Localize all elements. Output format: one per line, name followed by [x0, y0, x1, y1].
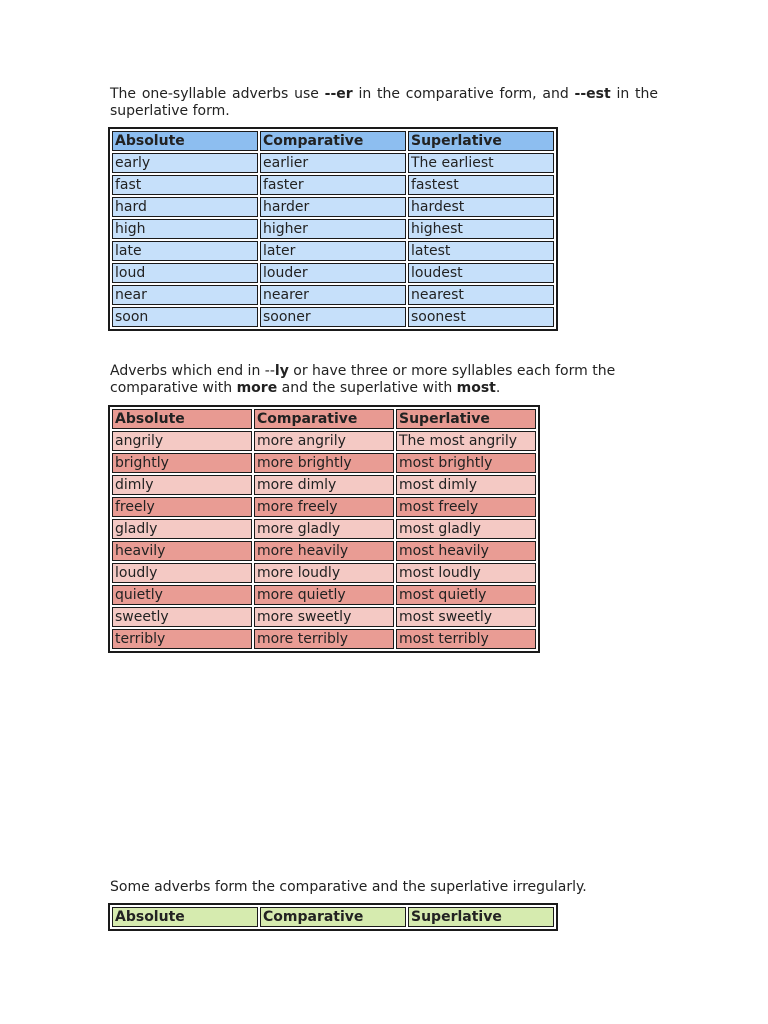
cell-superlative: latest — [408, 241, 554, 261]
cell-superlative: soonest — [408, 307, 554, 327]
intro-ly-adverbs — [110, 363, 630, 397]
header-comparative: Comparative — [260, 907, 406, 927]
keyword-most: most — [456, 380, 496, 396]
cell-absolute: fast — [112, 175, 258, 195]
one-syllable-adverbs-table — [108, 127, 558, 331]
table-row — [112, 241, 554, 261]
table-row — [112, 307, 554, 327]
cell-comparative: more quietly — [254, 585, 394, 605]
cell-comparative: higher — [260, 219, 406, 239]
cell-absolute: loud — [112, 263, 258, 283]
intro-text: in the superlative form. — [110, 86, 658, 119]
cell-absolute: sweetly — [112, 607, 252, 627]
cell-absolute: dimly — [112, 475, 252, 495]
cell-superlative: The earliest — [408, 153, 554, 173]
cell-absolute: angrily — [112, 431, 252, 451]
table-header-row — [112, 409, 536, 429]
cell-superlative: nearest — [408, 285, 554, 305]
cell-comparative: faster — [260, 175, 406, 195]
table-row — [112, 607, 536, 627]
intro-text: Adverbs which end in -- — [110, 363, 275, 379]
cell-superlative: highest — [408, 219, 554, 239]
ly-adverbs-table — [108, 405, 540, 653]
irregular-adverbs-table — [108, 903, 558, 931]
cell-superlative: most sweetly — [396, 607, 536, 627]
cell-comparative: more dimly — [254, 475, 394, 495]
intro-text: in the comparative form, and — [352, 86, 575, 102]
intro-text: or have three or more syllables each form the comparative with — [110, 363, 616, 396]
cell-absolute: early — [112, 153, 258, 173]
header-superlative: Superlative — [396, 409, 536, 429]
cell-absolute: high — [112, 219, 258, 239]
cell-absolute: near — [112, 285, 258, 305]
table-row — [112, 629, 536, 649]
table-header-row — [112, 131, 554, 151]
cell-superlative: loudest — [408, 263, 554, 283]
cell-superlative: most quietly — [396, 585, 536, 605]
cell-superlative: most gladly — [396, 519, 536, 539]
table-row — [112, 219, 554, 239]
intro-one-syllable — [110, 86, 658, 120]
table-header-row — [112, 907, 554, 927]
cell-comparative: louder — [260, 263, 406, 283]
table-row — [112, 541, 536, 561]
table-row — [112, 197, 554, 217]
cell-absolute: late — [112, 241, 258, 261]
cell-superlative: most loudly — [396, 563, 536, 583]
intro-text: and the superlative with — [277, 380, 457, 396]
cell-absolute: gladly — [112, 519, 252, 539]
cell-comparative: more freely — [254, 497, 394, 517]
table-row — [112, 563, 536, 583]
header-comparative: Comparative — [260, 131, 406, 151]
header-superlative: Superlative — [408, 131, 554, 151]
table-row — [112, 263, 554, 283]
intro-text: The one-syllable adverbs use — [110, 86, 325, 102]
cell-comparative: more terribly — [254, 629, 394, 649]
table-row — [112, 585, 536, 605]
cell-superlative: fastest — [408, 175, 554, 195]
suffix-ly: ly — [274, 363, 289, 379]
intro-text: . — [495, 380, 501, 396]
table-row — [112, 475, 536, 495]
cell-superlative: hardest — [408, 197, 554, 217]
cell-superlative: most terribly — [396, 629, 536, 649]
cell-absolute: loudly — [112, 563, 252, 583]
cell-superlative: most heavily — [396, 541, 536, 561]
cell-absolute: terribly — [112, 629, 252, 649]
table-row — [112, 285, 554, 305]
cell-comparative: later — [260, 241, 406, 261]
cell-comparative: harder — [260, 197, 406, 217]
cell-comparative: more loudly — [254, 563, 394, 583]
cell-absolute: brightly — [112, 453, 252, 473]
table-row — [112, 453, 536, 473]
table-row — [112, 431, 536, 451]
cell-superlative: most freely — [396, 497, 536, 517]
cell-comparative: earlier — [260, 153, 406, 173]
header-absolute: Absolute — [112, 907, 258, 927]
cell-comparative: more sweetly — [254, 607, 394, 627]
cell-comparative: nearer — [260, 285, 406, 305]
cell-comparative: more heavily — [254, 541, 394, 561]
header-absolute: Absolute — [112, 131, 258, 151]
cell-superlative: The most angrily — [396, 431, 536, 451]
keyword-more: more — [236, 380, 278, 396]
header-comparative: Comparative — [254, 409, 394, 429]
cell-absolute: soon — [112, 307, 258, 327]
cell-absolute: hard — [112, 197, 258, 217]
cell-superlative: most brightly — [396, 453, 536, 473]
cell-absolute: freely — [112, 497, 252, 517]
header-superlative: Superlative — [408, 907, 554, 927]
cell-absolute: heavily — [112, 541, 252, 561]
table-row — [112, 153, 554, 173]
cell-comparative: more brightly — [254, 453, 394, 473]
cell-superlative: most dimly — [396, 475, 536, 495]
header-absolute: Absolute — [112, 409, 252, 429]
table-row — [112, 497, 536, 517]
intro-irregular-adverbs: Some adverbs form the comparative and the superlative irregularly. — [110, 879, 587, 895]
suffix-er: --er — [324, 86, 353, 102]
cell-comparative: sooner — [260, 307, 406, 327]
table-row — [112, 519, 536, 539]
cell-absolute: quietly — [112, 585, 252, 605]
table-row — [112, 175, 554, 195]
suffix-est: --est — [574, 86, 611, 102]
cell-comparative: more gladly — [254, 519, 394, 539]
cell-comparative: more angrily — [254, 431, 394, 451]
